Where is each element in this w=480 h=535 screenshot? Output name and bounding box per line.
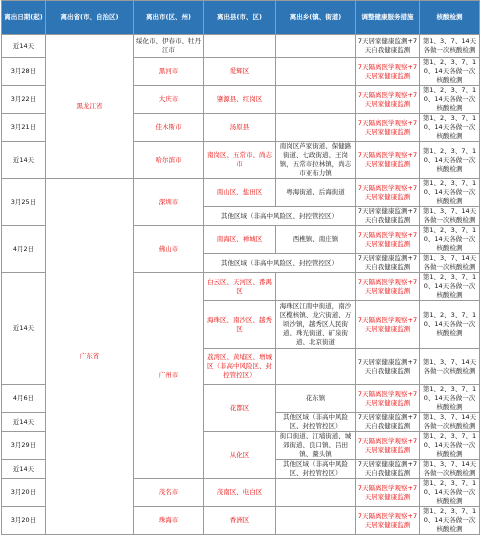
service-cell: 7天隔离医学观察+7天居家健康监测	[356, 114, 420, 142]
province-cell: 黑龙江省	[46, 35, 134, 179]
service-cell: 7天隔离医学观察+7天居家健康监测	[356, 301, 420, 349]
city-cell: 黑河市	[134, 58, 204, 86]
county-cell: 白云区、天河区、番禺区	[204, 273, 276, 301]
risk-area-table	[1, 0, 480, 535]
test-cell: 第1、2、3、7、10、14天各做一次核酸检测	[420, 479, 480, 507]
date-cell: 近14天	[2, 460, 46, 479]
city-cell: 大庆市	[134, 86, 204, 114]
service-cell: 7天隔离医学观察+7天居家健康监测	[356, 179, 420, 207]
date-cell: 3月20日	[2, 507, 46, 535]
date-cell: 3月22日	[2, 86, 46, 114]
city-cell: 珠海市	[134, 507, 204, 535]
town-cell	[276, 273, 356, 301]
test-cell: 第1、3、7、14天各做一次核酸检测	[420, 460, 480, 479]
town-cell: 海珠区江南中街道，南沙区榄核镇、龙穴街道、万顷沙镇，越秀区人民街道、珠光街道、矿泉街道、北京街道	[276, 301, 356, 349]
province-cell: 广东省	[46, 179, 134, 535]
town-cell: 街口街道、江埔街道、城郊街道、良口镇、吕田镇、鳌头镇	[276, 432, 356, 460]
service-cell: 7天隔离医学观察+7天居家健康监测	[356, 385, 420, 413]
date-cell: 近14天	[2, 142, 46, 179]
test-cell: 第1、3、7、14天各做一次核酸检测	[420, 35, 480, 58]
date-cell: 近14天	[2, 413, 46, 432]
service-cell: 7天隔离医学观察+7天居家健康监测	[356, 226, 420, 254]
header-town: 离出乡(镇、街道)	[276, 1, 356, 35]
table-row	[2, 179, 480, 207]
date-cell: 近14天	[2, 273, 46, 385]
test-cell: 第1、2、3、7、10、14天各做一次核酸检测	[420, 179, 480, 207]
date-cell: 3月29日	[2, 432, 46, 460]
town-cell: 南岗区芦家街道、保健路街道、七政街道、王岗镇，五常市拉林镇，尚志市亚布力镇	[276, 142, 356, 179]
date-cell: 3月20日	[2, 479, 46, 507]
test-cell: 第1、2、3、7、10、14天各做一次核酸检测	[420, 432, 480, 460]
service-cell: 7天隔离医学观察+7天居家健康监测	[356, 142, 420, 179]
town-cell: 其他区域（非高中风险区、封控管控区）	[276, 413, 356, 432]
county-cell: 从化区	[204, 432, 276, 479]
date-cell: 4月6日	[2, 385, 46, 413]
header-date: 离出日期(起)	[2, 1, 46, 35]
test-cell: 第1、2、3、7、10、14天各做一次核酸检测	[420, 58, 480, 86]
county-cell: 南海区、禅城区	[204, 226, 276, 254]
county-cell: 其他区域（非高中风险区、封控管控区）	[204, 254, 356, 273]
date-cell: 3月25日	[2, 179, 46, 226]
town-cell: 其他区域（非高中风险区、封控管控区）	[276, 460, 356, 479]
county-cell: 其他区域（非高中风险区、封控管控区）	[204, 207, 356, 226]
service-cell: 7天隔离医学观察+7天居家健康监测	[356, 86, 420, 114]
header-service: 调整健康服务措施	[356, 1, 420, 35]
town-cell: 西樵镇、南庄镇	[276, 226, 356, 254]
service-cell: 7天隔离医学观察+7天居家健康监测	[356, 58, 420, 86]
town-cell	[276, 479, 356, 507]
date-cell: 4月2日	[2, 226, 46, 273]
city-cell: 佛山市	[134, 226, 204, 273]
header-county: 离出县(市、区)	[204, 1, 276, 35]
service-cell: 7天居家健康监测+7天自我健康监测	[356, 413, 420, 432]
header-row	[2, 1, 480, 35]
service-cell: 7天隔离医学观察+7天居家健康监测	[356, 273, 420, 301]
service-cell: 7天居家健康监测+7天自我健康监测	[356, 460, 420, 479]
test-cell: 第1、3、7、14天各做一次核酸检测	[420, 413, 480, 432]
city-cell: 广州市	[134, 273, 204, 479]
test-cell: 第1、2、3、7、10、14天各做一次核酸检测	[420, 301, 480, 349]
test-cell: 第1、2、3、7、10、14天各做一次核酸检测	[420, 273, 480, 301]
test-cell: 第1、2、3、7、10、14天各做一次核酸检测	[420, 507, 480, 535]
test-cell: 第1、3、7、14天各做一次核酸检测	[420, 254, 480, 273]
service-cell: 7天居家健康监测+7天自我健康监测	[356, 35, 420, 58]
county-cell: 爱辉区	[204, 58, 276, 86]
city-cell: 深圳市	[134, 179, 204, 226]
county-cell: 花都区	[204, 385, 276, 432]
test-cell: 第1、2、3、7、10、14天各做一次核酸检测	[420, 226, 480, 254]
county-cell: 肇源县、红岗区	[204, 86, 276, 114]
county-cell: 海珠区、南沙区、越秀区	[204, 301, 276, 349]
city-cell: 绥化市、伊春市、牡丹江市	[134, 35, 204, 58]
service-cell: 7天居家健康监测+7天自我健康监测	[356, 254, 420, 273]
city-cell: 佳木斯市	[134, 114, 204, 142]
town-cell	[276, 349, 356, 385]
service-cell: 7天隔离医学观察+7天居家健康监测	[356, 479, 420, 507]
city-cell: 哈尔滨市	[134, 142, 204, 179]
service-cell: 7天隔离医学观察+7天居家健康监测	[356, 507, 420, 535]
town-cell	[276, 86, 356, 114]
county-cell: 香洲区	[204, 507, 276, 535]
service-cell: 7天居家健康监测+7天自我健康监测	[356, 207, 420, 226]
town-cell	[276, 35, 356, 58]
table-row	[2, 35, 480, 58]
service-cell: 7天隔离医学观察+7天居家健康监测	[356, 432, 420, 460]
county-cell: 荔湾区、黄埔区、增城区（非高中风险区、封控管控区）	[204, 349, 276, 385]
date-cell: 3月28日	[2, 58, 46, 86]
date-cell: 3月21日	[2, 114, 46, 142]
test-cell: 第1、2、3、7、10、14天各做一次核酸检测	[420, 385, 480, 413]
test-cell: 第1、2、3、7、10、14天各做一次核酸检测	[420, 142, 480, 179]
town-cell	[276, 114, 356, 142]
county-cell: 南山区、盐田区	[204, 179, 276, 207]
test-cell: 第1、3、7、14天各做一次核酸检测	[420, 207, 480, 226]
service-cell: 7天居家健康监测+7天自我健康监测	[356, 349, 420, 385]
test-cell: 第1、3、7、14天各做一次核酸检测	[420, 349, 480, 385]
header-test: 核酸检测	[420, 1, 480, 35]
county-cell: 汤原县	[204, 114, 276, 142]
city-cell: 茂名市	[134, 479, 204, 507]
header-city: 离出市(区、州)	[134, 1, 204, 35]
test-cell: 第1、2、3、7、10、14天各做一次核酸检测	[420, 114, 480, 142]
county-cell: 南岗区、五常市、尚志市	[204, 142, 276, 179]
county-cell	[204, 35, 276, 58]
test-cell: 第1、2、3、7、10、14天各做一次核酸检测	[420, 86, 480, 114]
town-cell	[276, 507, 356, 535]
county-cell: 茂南区、电白区	[204, 479, 276, 507]
town-cell: 粤海街道、后海街道	[276, 179, 356, 207]
town-cell: 花东镇	[276, 385, 356, 413]
header-province: 离出省(市、自治区)	[46, 1, 134, 35]
date-cell: 近14天	[2, 35, 46, 58]
town-cell	[276, 58, 356, 86]
